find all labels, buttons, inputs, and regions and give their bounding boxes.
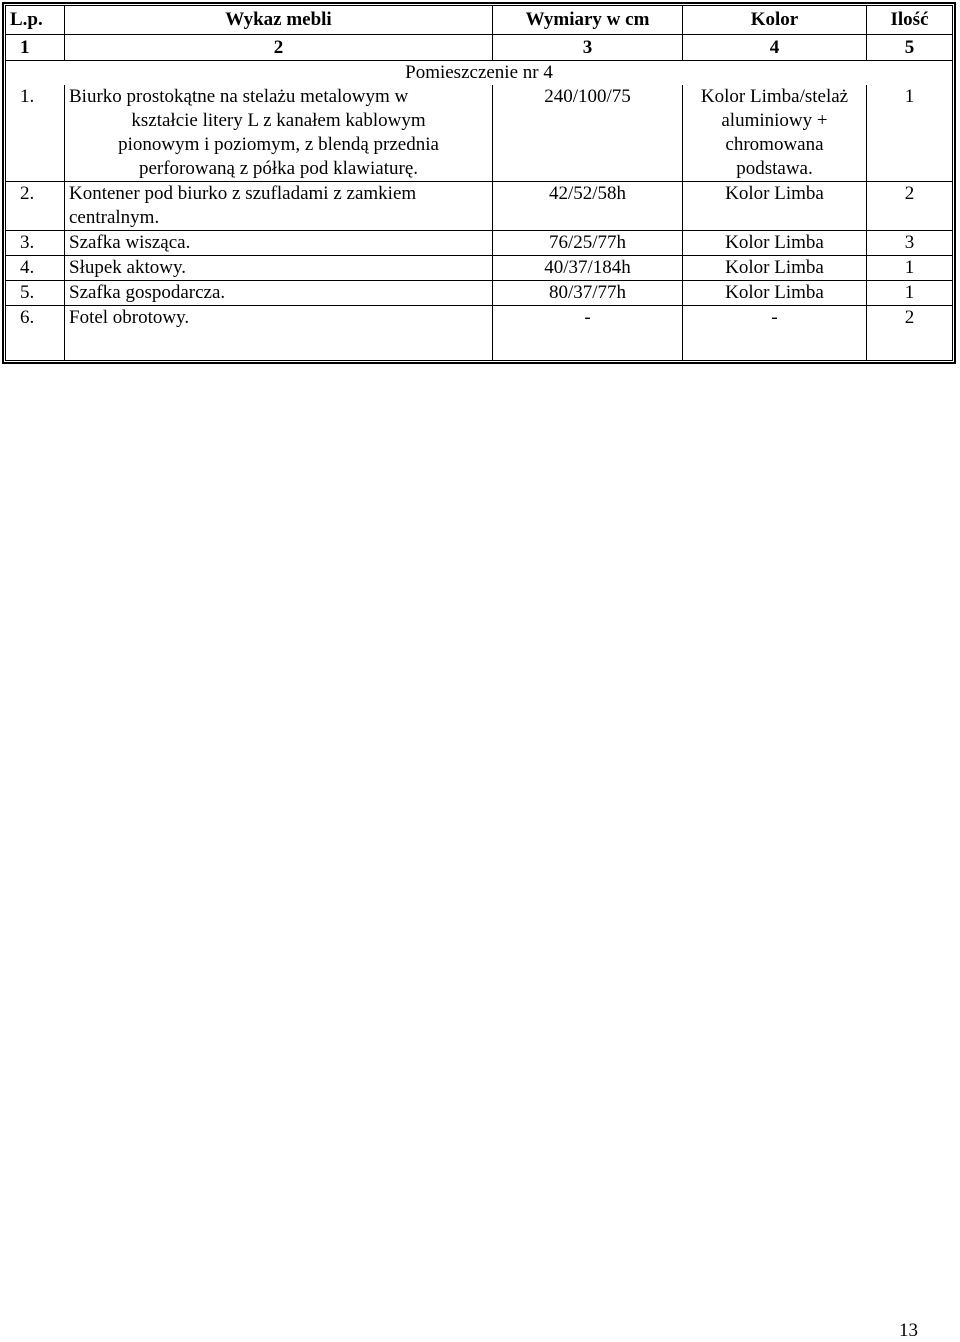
item-color-line: - <box>771 307 778 328</box>
item-dimensions: 240/100/75 <box>493 85 683 182</box>
item-name <box>65 85 493 182</box>
header-color: Kolor <box>683 6 867 35</box>
header-lp: L.p. <box>6 6 65 35</box>
item-color <box>683 306 867 331</box>
item-color <box>683 281 867 306</box>
item-dimensions: 76/25/77h <box>493 231 683 256</box>
item-number: 1. <box>6 85 65 182</box>
item-name-line: centralnym. <box>69 207 160 228</box>
table-body <box>6 61 953 361</box>
item-color-line: Kolor Limba <box>725 232 824 253</box>
item-color <box>683 231 867 256</box>
item-color-line: aluminiowy + <box>721 110 828 131</box>
table-row <box>6 306 953 331</box>
column-number: 1 <box>6 35 65 61</box>
table-row <box>6 256 953 281</box>
filler-row <box>6 330 953 361</box>
empty-cell <box>493 330 683 361</box>
table-row <box>6 231 953 256</box>
item-dimensions: - <box>493 306 683 331</box>
item-color-line: podstawa. <box>736 158 813 179</box>
item-name-line: Słupek aktowy. <box>69 257 186 278</box>
item-quantity: 1 <box>867 85 953 182</box>
item-name-line: Biurko prostokątne na stelażu metalowym w <box>69 86 409 107</box>
furniture-table-frame <box>2 2 956 364</box>
item-number: 3. <box>6 231 65 256</box>
item-color-line: Kolor Limba/stelaż <box>700 86 849 107</box>
item-name <box>65 231 493 256</box>
table-row <box>6 85 953 182</box>
empty-cell <box>683 330 867 361</box>
item-name <box>65 281 493 306</box>
item-name <box>65 182 493 231</box>
column-number: 5 <box>867 35 953 61</box>
item-color <box>683 256 867 281</box>
item-number: 4. <box>6 256 65 281</box>
item-quantity: 2 <box>867 182 953 231</box>
table-row <box>6 281 953 306</box>
item-quantity: 1 <box>867 281 953 306</box>
column-number: 2 <box>65 35 493 61</box>
item-color-line: chromowana <box>725 134 824 155</box>
item-dimensions: 42/52/58h <box>493 182 683 231</box>
item-name-line: perforowaną z półka pod klawiaturę. <box>138 158 419 179</box>
item-name-line: Szafka wisząca. <box>69 232 191 253</box>
room-title: Pomieszczenie nr 4 <box>6 61 953 86</box>
page-number: 13 <box>899 1320 918 1341</box>
item-name <box>65 306 493 331</box>
item-name-line: Kontener pod biurko z szufladami z zamkiem <box>69 183 417 204</box>
item-number: 6. <box>6 306 65 331</box>
column-number: 4 <box>683 35 867 61</box>
table-header-row <box>6 6 953 35</box>
item-color-line: Kolor Limba <box>725 282 824 303</box>
empty-cell <box>6 330 65 361</box>
room-row <box>6 61 953 86</box>
column-number-row <box>6 35 953 61</box>
item-color <box>683 182 867 231</box>
table-row <box>6 182 953 231</box>
column-number: 3 <box>493 35 683 61</box>
item-dimensions: 40/37/184h <box>493 256 683 281</box>
item-name-line: Szafka gospodarcza. <box>69 282 226 303</box>
empty-cell <box>867 330 953 361</box>
item-quantity: 1 <box>867 256 953 281</box>
item-name-line: Fotel obrotowy. <box>69 307 190 328</box>
item-number: 2. <box>6 182 65 231</box>
item-color-line: Kolor Limba <box>725 257 824 278</box>
header-name: Wykaz mebli <box>65 6 493 35</box>
item-color <box>683 85 867 182</box>
item-name-line: kształcie litery L z kanałem kablowym <box>131 110 426 131</box>
item-quantity: 2 <box>867 306 953 331</box>
furniture-table <box>5 5 953 361</box>
item-quantity: 3 <box>867 231 953 256</box>
item-color-line: Kolor Limba <box>725 183 824 204</box>
header-quantity: Ilość <box>867 6 953 35</box>
item-number: 5. <box>6 281 65 306</box>
header-dimensions: Wymiary w cm <box>493 6 683 35</box>
empty-cell <box>65 330 493 361</box>
item-name <box>65 256 493 281</box>
item-name-line: pionowym i poziomym, z blendą przednia <box>118 134 439 155</box>
item-dimensions: 80/37/77h <box>493 281 683 306</box>
